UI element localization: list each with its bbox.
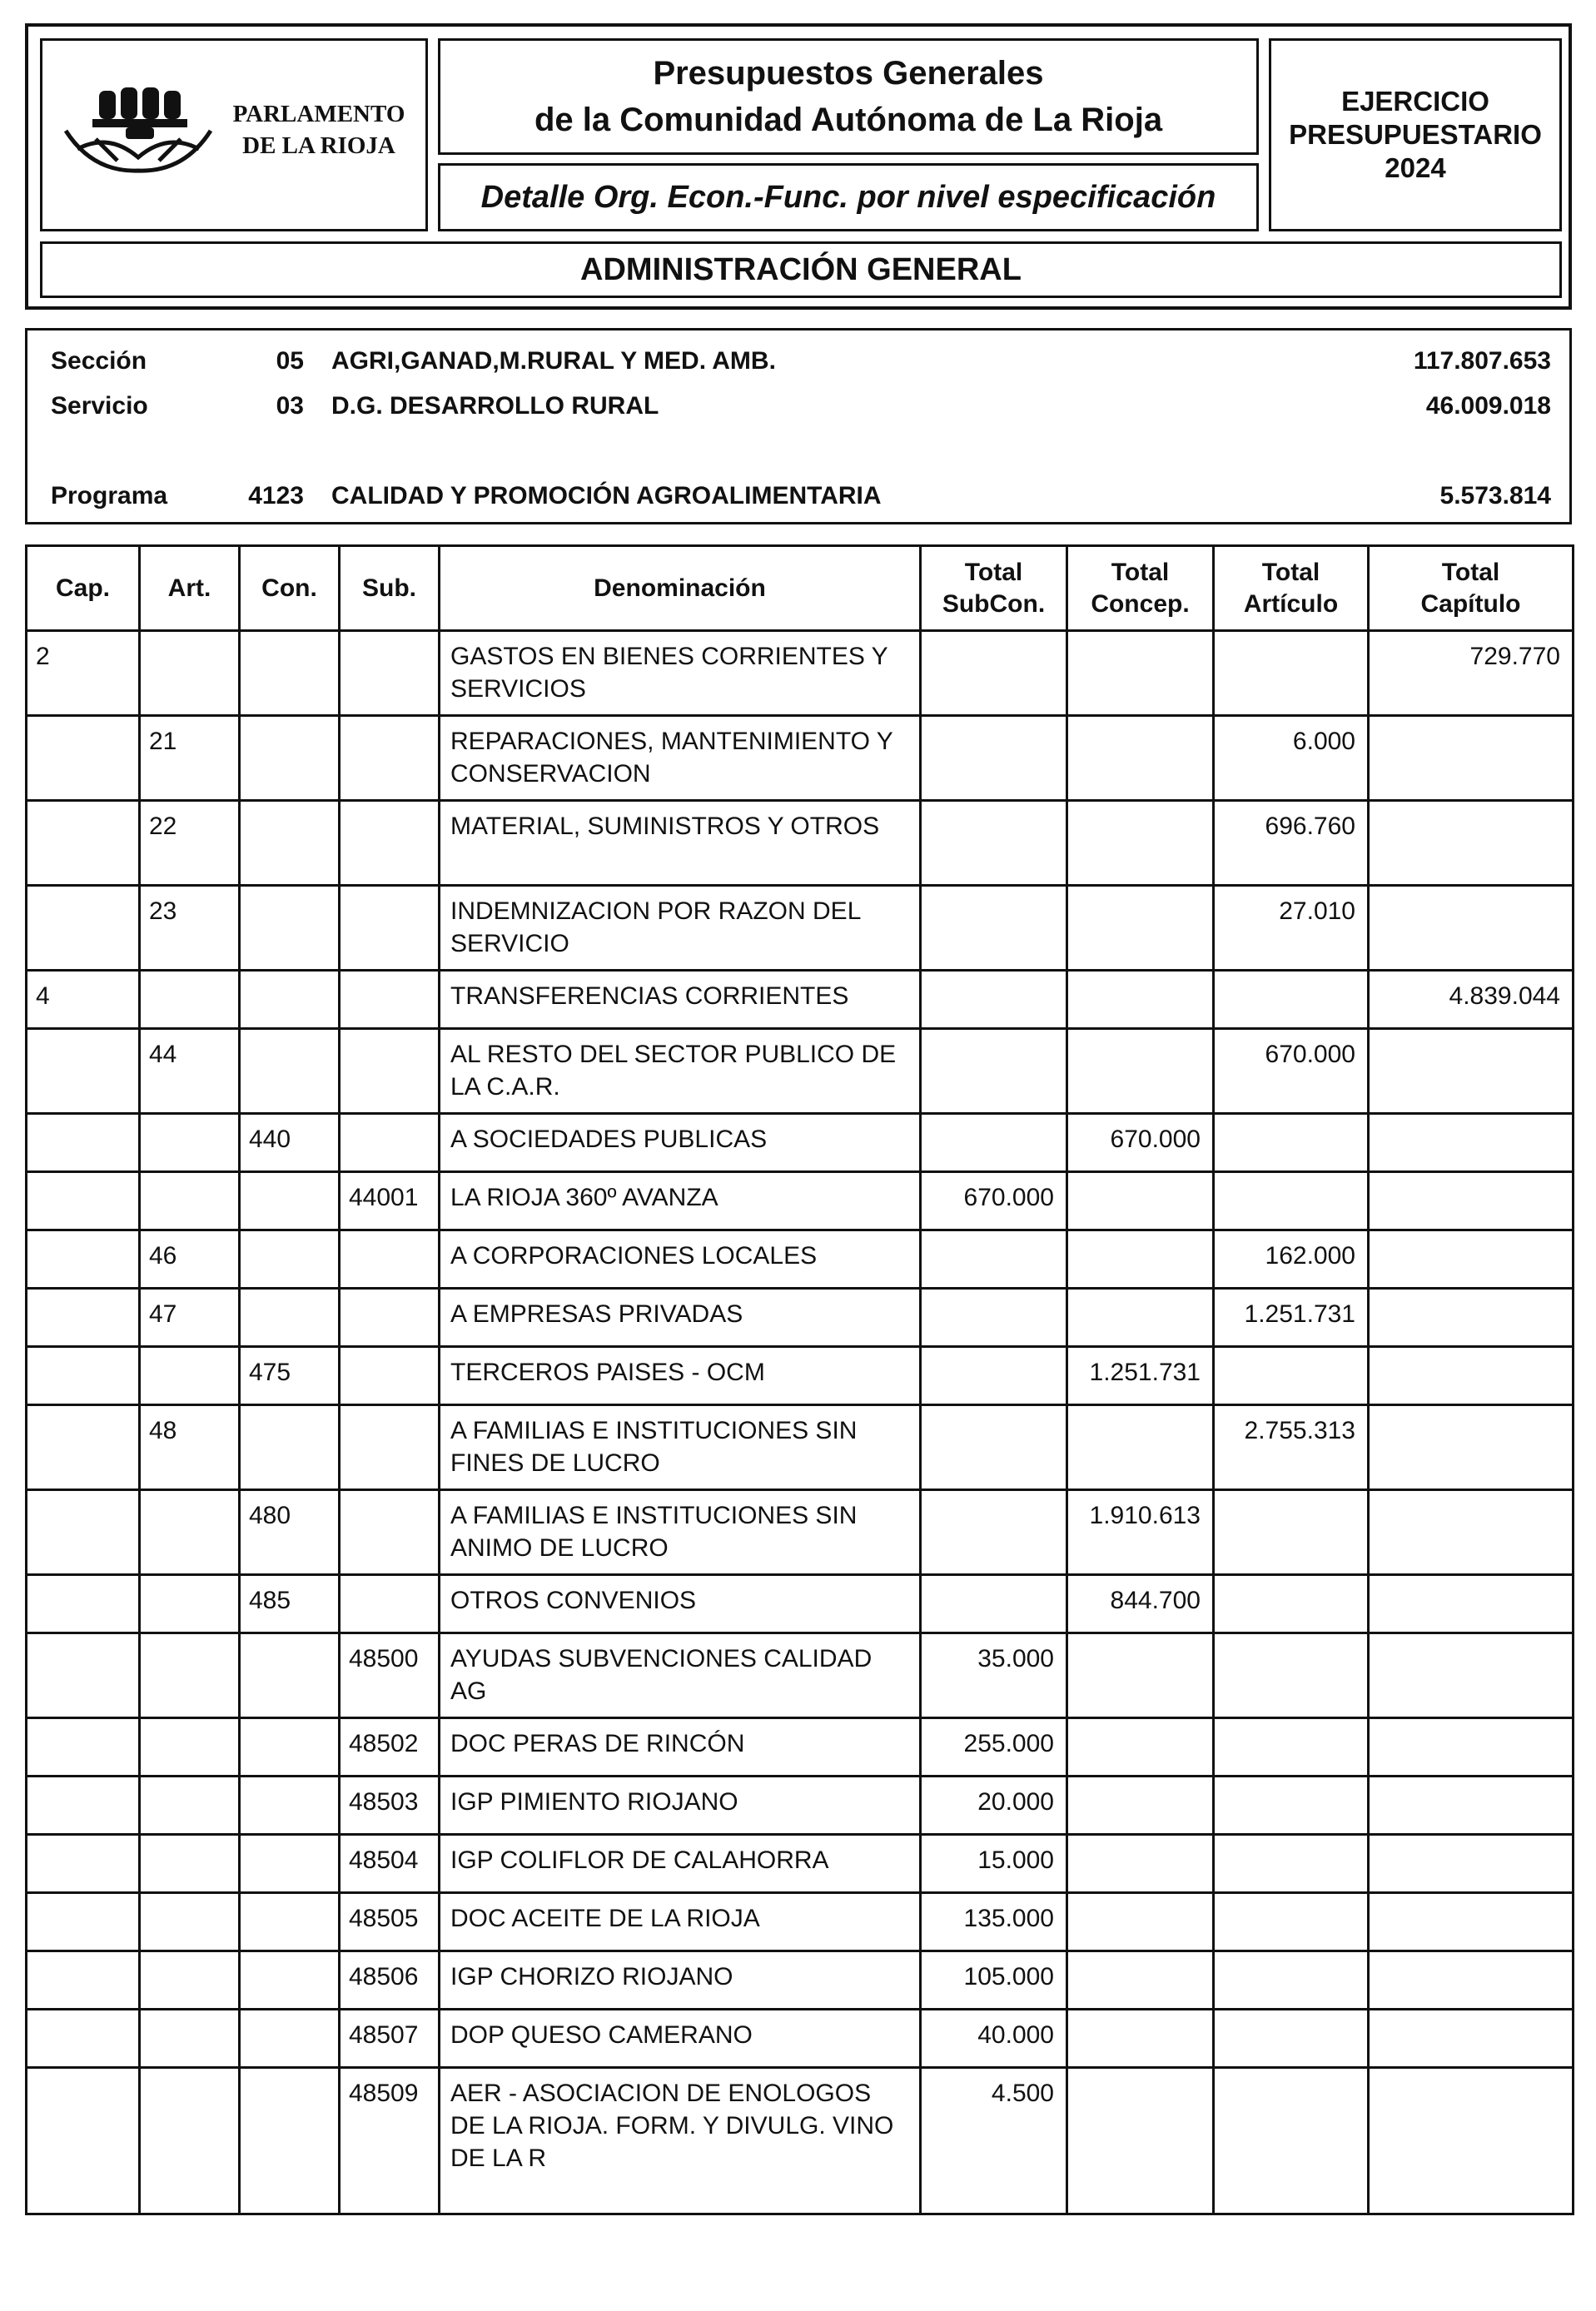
- cell-denominacion: IGP COLIFLOR DE CALAHORRA: [440, 1835, 921, 1893]
- cell-denominacion: INDEMNIZACION POR RAZON DEL SERVICIO: [440, 886, 921, 971]
- cell-sub: [340, 1289, 440, 1347]
- table-row: [27, 1172, 1574, 1230]
- cell-total-capitulo: [1369, 2010, 1574, 2068]
- cell-total-articulo: [1214, 1951, 1369, 2010]
- cell-total-articulo: 2.755.313: [1214, 1405, 1369, 1490]
- cell-total-articulo: [1214, 1777, 1369, 1835]
- cell-art: [140, 1893, 240, 1951]
- col-header-total-capitulo: [1369, 546, 1574, 631]
- header-line: Artículo: [1243, 589, 1339, 618]
- cell-total-subcon: [921, 1289, 1067, 1347]
- cell-sub: [340, 971, 440, 1029]
- cell-con: [240, 2068, 340, 2214]
- cell-total-capitulo: [1369, 1490, 1574, 1575]
- cell-con: [240, 1951, 340, 2010]
- info-code: 4123: [248, 482, 304, 509]
- cell-total-subcon: [921, 801, 1067, 886]
- cell-total-articulo: 1.251.731: [1214, 1289, 1369, 1347]
- cell-con: 480: [240, 1490, 340, 1575]
- table-body: [27, 631, 1574, 2214]
- table-row: [27, 971, 1574, 1029]
- info-name: AGRI,GANAD,M.RURAL Y MED. AMB.: [331, 347, 776, 375]
- cell-total-capitulo: [1369, 1718, 1574, 1777]
- cell-total-subcon: [921, 716, 1067, 801]
- table-row: [27, 1951, 1574, 2010]
- cell-total-concep: [1067, 1230, 1214, 1289]
- cell-cap: [27, 716, 140, 801]
- cell-total-concep: 670.000: [1067, 1114, 1214, 1172]
- cell-total-subcon: 15.000: [921, 1835, 1067, 1893]
- info-row-servicio: [27, 392, 1569, 425]
- table-row: [27, 886, 1574, 971]
- table-row: [27, 1893, 1574, 1951]
- cell-total-subcon: [921, 971, 1067, 1029]
- cell-sub: 44001: [340, 1172, 440, 1230]
- table-row: [27, 631, 1574, 716]
- cell-con: [240, 716, 340, 801]
- cell-total-subcon: [921, 1230, 1067, 1289]
- info-row-seccion: [27, 347, 1569, 380]
- col-header-cap: Cap.: [27, 546, 140, 631]
- header-line: Total: [1261, 558, 1320, 586]
- cell-cap: [27, 1172, 140, 1230]
- logo-text-line2: DE LA RIOJA: [242, 132, 395, 159]
- cell-denominacion: GASTOS EN BIENES CORRIENTES Y SERVICIOS: [440, 631, 921, 716]
- cell-denominacion: LA RIOJA 360º AVANZA: [440, 1172, 921, 1230]
- fiscal-year-box: [1269, 38, 1562, 231]
- cell-con: [240, 1230, 340, 1289]
- cell-total-articulo: [1214, 1172, 1369, 1230]
- cell-art: 22: [140, 801, 240, 886]
- title-line-1: Presupuestos Generales: [653, 55, 1044, 92]
- cell-total-capitulo: [1369, 1893, 1574, 1951]
- cell-total-capitulo: [1369, 1835, 1574, 1893]
- cell-cap: [27, 1347, 140, 1405]
- header-line: SubCon.: [942, 589, 1046, 618]
- cell-total-concep: [1067, 2010, 1214, 2068]
- header-line: Total: [964, 558, 1023, 586]
- cell-art: [140, 2010, 240, 2068]
- table-row: [27, 1347, 1574, 1405]
- cell-total-subcon: [921, 1029, 1067, 1114]
- cell-total-articulo: 27.010: [1214, 886, 1369, 971]
- cell-con: [240, 1289, 340, 1347]
- cell-total-articulo: [1214, 1114, 1369, 1172]
- cell-total-concep: [1067, 886, 1214, 971]
- cell-total-capitulo: [1369, 1289, 1574, 1347]
- cell-total-concep: [1067, 1633, 1214, 1718]
- cell-total-articulo: 6.000: [1214, 716, 1369, 801]
- cell-total-articulo: [1214, 1490, 1369, 1575]
- cell-total-articulo: [1214, 1575, 1369, 1633]
- cell-cap: [27, 2068, 140, 2214]
- cell-denominacion: AYUDAS SUBVENCIONES CALIDAD AG: [440, 1633, 921, 1718]
- cell-cap: 2: [27, 631, 140, 716]
- cell-total-subcon: [921, 886, 1067, 971]
- info-row-programa: [27, 482, 1569, 515]
- cell-con: [240, 1718, 340, 1777]
- cell-total-articulo: 670.000: [1214, 1029, 1369, 1114]
- cell-con: 485: [240, 1575, 340, 1633]
- cell-con: [240, 1835, 340, 1893]
- cell-sub: [340, 1029, 440, 1114]
- subtitle: Detalle Org. Econ.-Func. por nivel especificación: [480, 179, 1216, 215]
- cell-total-articulo: [1214, 1718, 1369, 1777]
- cell-total-capitulo: [1369, 1633, 1574, 1718]
- year-line-1: EJERCICIO: [1341, 86, 1489, 117]
- cell-denominacion: MATERIAL, SUMINISTROS Y OTROS: [440, 801, 921, 886]
- cell-cap: [27, 1029, 140, 1114]
- cell-art: 48: [140, 1405, 240, 1490]
- cell-con: [240, 1893, 340, 1951]
- cell-sub: [340, 1490, 440, 1575]
- cell-art: [140, 1718, 240, 1777]
- cell-total-articulo: [1214, 2010, 1369, 2068]
- cell-total-articulo: [1214, 1347, 1369, 1405]
- cell-cap: [27, 1405, 140, 1490]
- cell-sub: [340, 1230, 440, 1289]
- cell-total-articulo: [1214, 1893, 1369, 1951]
- table-row: [27, 1114, 1574, 1172]
- cell-cap: [27, 1718, 140, 1777]
- cell-cap: [27, 1114, 140, 1172]
- year-line-2: PRESUPUESTARIO: [1289, 119, 1542, 150]
- cell-cap: [27, 1777, 140, 1835]
- cell-total-capitulo: [1369, 1575, 1574, 1633]
- cell-con: [240, 971, 340, 1029]
- cell-art: [140, 1347, 240, 1405]
- table-header-row: [27, 546, 1574, 631]
- document-header: [25, 23, 1572, 310]
- cell-total-subcon: 40.000: [921, 2010, 1067, 2068]
- cell-total-capitulo: [1369, 716, 1574, 801]
- cell-denominacion: OTROS CONVENIOS: [440, 1575, 921, 1633]
- cell-art: [140, 1490, 240, 1575]
- cell-total-concep: [1067, 1835, 1214, 1893]
- cell-cap: [27, 1633, 140, 1718]
- logo-text-line1: PARLAMENTO: [232, 101, 405, 127]
- cell-total-capitulo: [1369, 801, 1574, 886]
- cell-sub: [340, 1347, 440, 1405]
- cell-total-concep: 1.251.731: [1067, 1347, 1214, 1405]
- cell-art: [140, 1172, 240, 1230]
- cell-con: 440: [240, 1114, 340, 1172]
- cell-denominacion: A CORPORACIONES LOCALES: [440, 1230, 921, 1289]
- cell-cap: [27, 1893, 140, 1951]
- cell-total-subcon: 4.500: [921, 2068, 1067, 2214]
- cell-art: [140, 1835, 240, 1893]
- info-label: Sección: [51, 347, 147, 375]
- subtitle-box: [438, 163, 1259, 231]
- info-value: 5.573.814: [1439, 482, 1551, 509]
- cell-con: [240, 1029, 340, 1114]
- cell-total-capitulo: [1369, 1029, 1574, 1114]
- cell-con: [240, 1405, 340, 1490]
- cell-con: [240, 1777, 340, 1835]
- cell-total-concep: [1067, 716, 1214, 801]
- cell-total-concep: [1067, 1718, 1214, 1777]
- cell-total-concep: [1067, 1029, 1214, 1114]
- cell-art: [140, 1951, 240, 2010]
- info-label: Programa: [51, 482, 168, 509]
- cell-sub: 48500: [340, 1633, 440, 1718]
- header-line: Total: [1441, 558, 1500, 586]
- cell-total-capitulo: [1369, 1172, 1574, 1230]
- cell-cap: [27, 886, 140, 971]
- cell-cap: [27, 1289, 140, 1347]
- cell-total-articulo: [1214, 1835, 1369, 1893]
- cell-total-concep: [1067, 2068, 1214, 2214]
- col-header-total-articulo: [1214, 546, 1369, 631]
- table-row: [27, 1029, 1574, 1114]
- table-row: [27, 1835, 1574, 1893]
- cell-con: [240, 801, 340, 886]
- cell-cap: [27, 801, 140, 886]
- logo-box: [40, 38, 428, 231]
- cell-con: 475: [240, 1347, 340, 1405]
- cell-total-subcon: [921, 1575, 1067, 1633]
- col-header-art: Art.: [140, 546, 240, 631]
- cell-total-articulo: 162.000: [1214, 1230, 1369, 1289]
- cell-total-capitulo: [1369, 1405, 1574, 1490]
- cell-denominacion: REPARACIONES, MANTENIMIENTO Y CONSERVACION: [440, 716, 921, 801]
- cell-total-subcon: 670.000: [921, 1172, 1067, 1230]
- cell-total-concep: 1.910.613: [1067, 1490, 1214, 1575]
- cell-total-concep: [1067, 801, 1214, 886]
- cell-total-capitulo: [1369, 1347, 1574, 1405]
- cell-total-capitulo: [1369, 1951, 1574, 2010]
- cell-con: [240, 2010, 340, 2068]
- table-row: [27, 1289, 1574, 1347]
- cell-art: [140, 1777, 240, 1835]
- cell-total-articulo: 696.760: [1214, 801, 1369, 886]
- cell-total-subcon: [921, 1490, 1067, 1575]
- table-row: [27, 1405, 1574, 1490]
- cell-sub: 48504: [340, 1835, 440, 1893]
- cell-denominacion: DOC PERAS DE RINCÓN: [440, 1718, 921, 1777]
- cell-denominacion: A FAMILIAS E INSTITUCIONES SIN ANIMO DE LUCRO: [440, 1490, 921, 1575]
- cell-cap: [27, 1835, 140, 1893]
- table-row: [27, 1490, 1574, 1575]
- cell-con: [240, 886, 340, 971]
- cell-total-capitulo: [1369, 2068, 1574, 2214]
- cell-sub: [340, 1405, 440, 1490]
- cell-total-subcon: 35.000: [921, 1633, 1067, 1718]
- cell-art: 23: [140, 886, 240, 971]
- cell-con: [240, 1172, 340, 1230]
- cell-denominacion: TERCEROS PAISES - OCM: [440, 1347, 921, 1405]
- cell-total-concep: [1067, 971, 1214, 1029]
- cell-sub: 48506: [340, 1951, 440, 2010]
- cell-total-capitulo: [1369, 1114, 1574, 1172]
- cell-sub: [340, 631, 440, 716]
- cell-art: [140, 1633, 240, 1718]
- table-row: [27, 1718, 1574, 1777]
- cell-cap: 4: [27, 971, 140, 1029]
- section-info: [25, 328, 1572, 524]
- cell-sub: [340, 1575, 440, 1633]
- cell-art: [140, 1575, 240, 1633]
- cell-total-subcon: 20.000: [921, 1777, 1067, 1835]
- cell-sub: [340, 801, 440, 886]
- table-row: [27, 801, 1574, 886]
- cell-denominacion: A FAMILIAS E INSTITUCIONES SIN FINES DE LUCRO: [440, 1405, 921, 1490]
- info-code: 03: [276, 392, 304, 420]
- cell-denominacion: A EMPRESAS PRIVADAS: [440, 1289, 921, 1347]
- cell-sub: 48507: [340, 2010, 440, 2068]
- cell-sub: [340, 1114, 440, 1172]
- cell-total-concep: [1067, 631, 1214, 716]
- cell-total-capitulo: 4.839.044: [1369, 971, 1574, 1029]
- info-label: Servicio: [51, 392, 148, 420]
- info-code: 05: [276, 347, 304, 375]
- cell-total-subcon: 105.000: [921, 1951, 1067, 2010]
- cell-con: [240, 631, 340, 716]
- info-name: CALIDAD Y PROMOCIÓN AGROALIMENTARIA: [331, 482, 882, 509]
- cell-total-subcon: 135.000: [921, 1893, 1067, 1951]
- cell-total-subcon: [921, 631, 1067, 716]
- cell-total-articulo: [1214, 1633, 1369, 1718]
- cell-cap: [27, 1490, 140, 1575]
- title-box: [438, 38, 1259, 155]
- table-row: [27, 1777, 1574, 1835]
- budget-table: [25, 544, 1574, 2215]
- cell-total-articulo: [1214, 2068, 1369, 2214]
- cell-total-concep: 844.700: [1067, 1575, 1214, 1633]
- cell-sub: 48509: [340, 2068, 440, 2214]
- cell-denominacion: AER - ASOCIACION DE ENOLOGOS DE LA RIOJA. FORM. Y DIVULG. VINO DE LA R: [440, 2068, 921, 2214]
- col-header-sub: Sub.: [340, 546, 440, 631]
- col-header-total-concep: [1067, 546, 1214, 631]
- cell-art: [140, 2068, 240, 2214]
- cell-total-concep: [1067, 1777, 1214, 1835]
- cell-art: 46: [140, 1230, 240, 1289]
- info-value: 46.009.018: [1425, 392, 1551, 420]
- cell-total-articulo: [1214, 631, 1369, 716]
- cell-total-capitulo: [1369, 1777, 1574, 1835]
- cell-denominacion: TRANSFERENCIAS CORRIENTES: [440, 971, 921, 1029]
- header-line: Concep.: [1091, 589, 1190, 618]
- admin-box: [40, 241, 1562, 298]
- cell-sub: [340, 886, 440, 971]
- cell-total-concep: [1067, 1172, 1214, 1230]
- cell-denominacion: IGP PIMIENTO RIOJANO: [440, 1777, 921, 1835]
- cell-cap: [27, 1230, 140, 1289]
- col-header-con: Con.: [240, 546, 340, 631]
- cell-denominacion: IGP CHORIZO RIOJANO: [440, 1951, 921, 2010]
- year-line-3: 2024: [1385, 152, 1446, 183]
- cell-total-subcon: [921, 1347, 1067, 1405]
- cell-sub: 48505: [340, 1893, 440, 1951]
- cell-cap: [27, 1951, 140, 2010]
- admin-title: ADMINISTRACIÓN GENERAL: [580, 251, 1022, 287]
- header-line: Capítulo: [1420, 589, 1521, 618]
- header-line: Total: [1111, 558, 1170, 586]
- cell-art: [140, 1114, 240, 1172]
- table-row: [27, 1633, 1574, 1718]
- cell-denominacion: AL RESTO DEL SECTOR PUBLICO DE LA C.A.R.: [440, 1029, 921, 1114]
- cell-art: [140, 971, 240, 1029]
- cell-total-capitulo: 729.770: [1369, 631, 1574, 716]
- cell-total-subcon: [921, 1405, 1067, 1490]
- cell-total-concep: [1067, 1951, 1214, 2010]
- cell-denominacion: DOC ACEITE DE LA RIOJA: [440, 1893, 921, 1951]
- cell-total-concep: [1067, 1893, 1214, 1951]
- cell-art: 47: [140, 1289, 240, 1347]
- table-row: [27, 1230, 1574, 1289]
- cell-art: 44: [140, 1029, 240, 1114]
- col-header-total-subcon: [921, 546, 1067, 631]
- cell-total-subcon: 255.000: [921, 1718, 1067, 1777]
- cell-total-concep: [1067, 1405, 1214, 1490]
- cell-con: [240, 1633, 340, 1718]
- cell-art: 21: [140, 716, 240, 801]
- cell-total-capitulo: [1369, 1230, 1574, 1289]
- cell-cap: [27, 2010, 140, 2068]
- info-name: D.G. DESARROLLO RURAL: [331, 392, 659, 420]
- cell-sub: 48503: [340, 1777, 440, 1835]
- title-line-2: de la Comunidad Autónoma de La Rioja: [534, 102, 1163, 138]
- table-row: [27, 2010, 1574, 2068]
- table-row: [27, 2068, 1574, 2214]
- cell-sub: 48502: [340, 1718, 440, 1777]
- cell-total-articulo: [1214, 971, 1369, 1029]
- parliament-logo-icon: [59, 81, 217, 189]
- cell-total-subcon: [921, 1114, 1067, 1172]
- cell-total-concep: [1067, 1289, 1214, 1347]
- cell-sub: [340, 716, 440, 801]
- table-row: [27, 716, 1574, 801]
- cell-denominacion: DOP QUESO CAMERANO: [440, 2010, 921, 2068]
- col-header-denominacion: Denominación: [440, 546, 921, 631]
- cell-art: [140, 631, 240, 716]
- table-row: [27, 1575, 1574, 1633]
- cell-total-capitulo: [1369, 886, 1574, 971]
- info-value: 117.807.653: [1413, 347, 1551, 375]
- cell-denominacion: A SOCIEDADES PUBLICAS: [440, 1114, 921, 1172]
- cell-cap: [27, 1575, 140, 1633]
